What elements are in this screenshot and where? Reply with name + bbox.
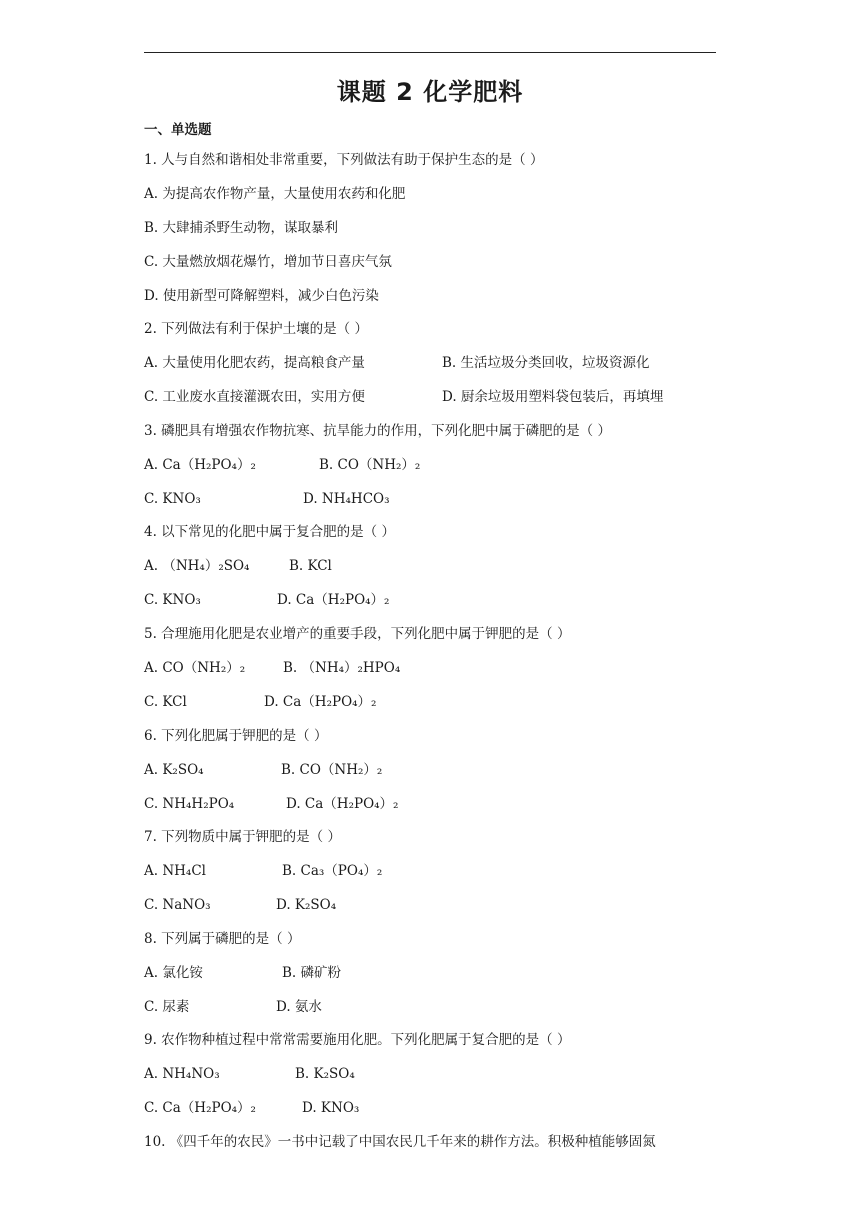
page-title: 课题 2 化学肥料 xyxy=(336,78,524,106)
option-a: A. 大量使用化肥农药，提高粮食产量 xyxy=(144,355,365,371)
option-c: C. KNO₃ xyxy=(144,592,201,608)
option-c: C. KNO₃ xyxy=(144,491,201,507)
option-d: D. Ca（H₂PO₄）₂ xyxy=(277,592,390,608)
option-c: C. KCl xyxy=(144,694,187,710)
option-d: D. 使用新型可降解塑料，减少白色污染 xyxy=(144,288,379,304)
section-heading: 一、单选题 xyxy=(144,122,212,138)
option-c: C. 工业废水直接灌溉农田，实用方便 xyxy=(144,389,365,405)
question-stem: 1. 人与自然和谐相处非常重要，下列做法有助于保护生态的是（ ） xyxy=(144,152,544,168)
option-d: D. 氨水 xyxy=(276,999,322,1015)
question-stem: 4. 以下常见的化肥中属于复合肥的是（ ） xyxy=(144,524,395,540)
option-d: D. Ca（H₂PO₄）₂ xyxy=(264,694,377,710)
option-a: A. 为提高农作物产量，大量使用农药和化肥 xyxy=(144,186,406,202)
option-c: C. NaNO₃ xyxy=(144,897,211,913)
option-b: B. CO（NH₂）₂ xyxy=(319,457,421,473)
option-c: C. Ca（H₂PO₄）₂ xyxy=(144,1100,256,1116)
option-d: D. KNO₃ xyxy=(302,1100,360,1116)
option-b: B. K₂SO₄ xyxy=(295,1066,355,1082)
option-b: B. CO（NH₂）₂ xyxy=(281,762,383,778)
option-a: A. NH₄NO₃ xyxy=(144,1066,220,1082)
option-a: A. Ca（H₂PO₄）₂ xyxy=(144,457,256,473)
question-stem: 9. 农作物种植过程中常常需要施用化肥。下列化肥属于复合肥的是（ ） xyxy=(144,1032,571,1048)
option-d: D. 厨余垃圾用塑料袋包装后，再填埋 xyxy=(442,389,664,405)
option-d: D. K₂SO₄ xyxy=(276,897,337,913)
question-stem: 3. 磷肥具有增强农作物抗寒、抗旱能力的作用，下列化肥中属于磷肥的是（ ） xyxy=(144,423,611,439)
option-c: C. NH₄H₂PO₄ xyxy=(144,796,235,812)
option-c: C. 大量燃放烟花爆竹，增加节日喜庆气氛 xyxy=(144,254,392,270)
question-stem: 8. 下列属于磷肥的是（ ） xyxy=(144,931,301,947)
option-b: B. Ca₃（PO₄）₂ xyxy=(282,863,383,879)
option-a: A. 氯化铵 xyxy=(144,965,203,981)
option-b: B. 大肆捕杀野生动物，谋取暴利 xyxy=(144,220,339,236)
option-a: A. NH₄Cl xyxy=(144,863,206,879)
option-b: B. （NH₄）₂HPO₄ xyxy=(283,660,401,676)
question-stem: 7. 下列物质中属于钾肥的是（ ） xyxy=(144,829,341,845)
option-b: B. 生活垃圾分类回收，垃圾资源化 xyxy=(442,355,650,371)
option-a: A. CO（NH₂）₂ xyxy=(144,660,246,676)
header-rule xyxy=(144,52,716,53)
option-b: B. 磷矿粉 xyxy=(282,965,342,981)
question-stem: 2. 下列做法有利于保护土壤的是（ ） xyxy=(144,321,368,337)
question-stem: 5. 合理施用化肥是农业增产的重要手段，下列化肥中属于钾肥的是（ ） xyxy=(144,626,571,642)
option-d: D. NH₄HCO₃ xyxy=(303,491,390,507)
option-a: A. K₂SO₄ xyxy=(144,762,204,778)
option-d: D. Ca（H₂PO₄）₂ xyxy=(286,796,399,812)
option-c: C. 尿素 xyxy=(144,999,190,1015)
question-stem: 6. 下列化肥属于钾肥的是（ ） xyxy=(144,728,328,744)
option-a: A. （NH₄）₂SO₄ xyxy=(144,558,250,574)
option-b: B. KCl xyxy=(289,558,332,574)
question-stem: 10. 《四千年的农民》一书中记载了中国农民几千年来的耕作方法。积极种植能够固氮 xyxy=(144,1134,656,1150)
